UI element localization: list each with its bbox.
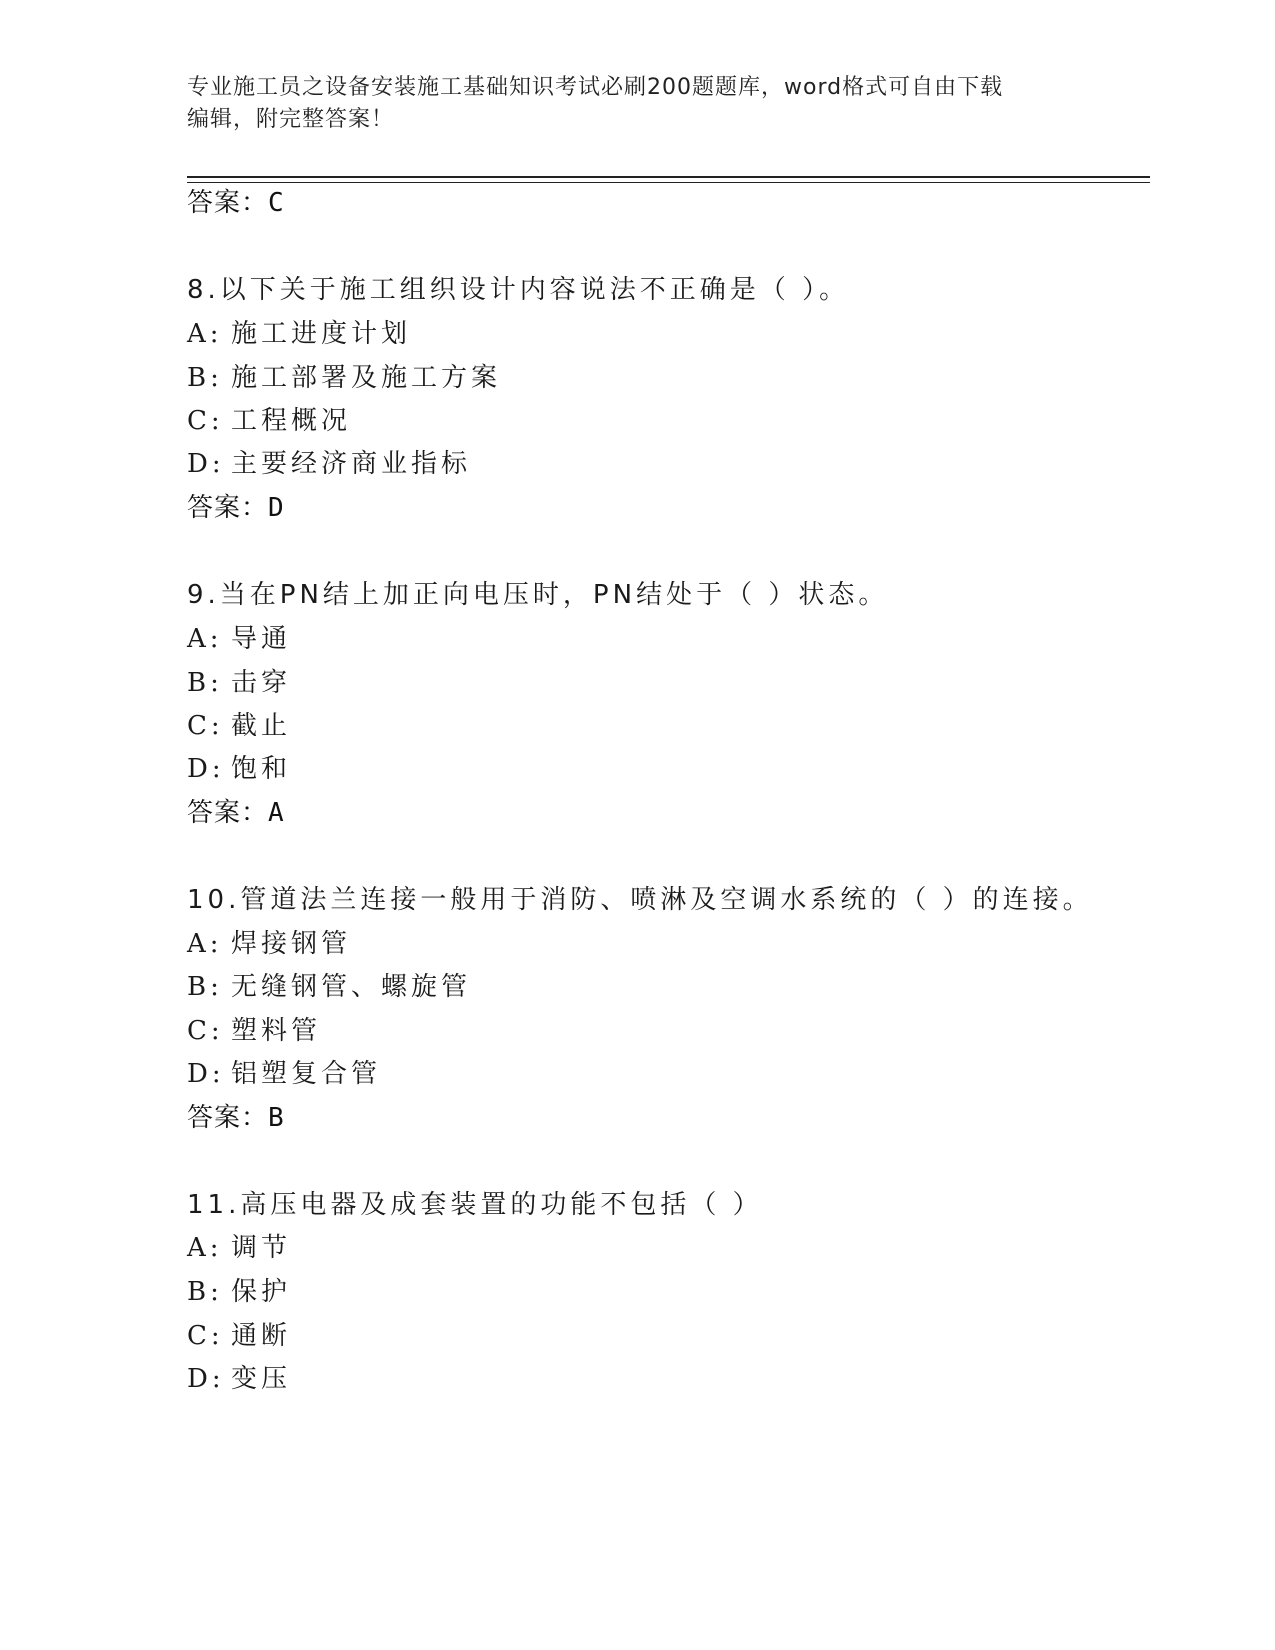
option-letter: B: — [187, 1277, 223, 1307]
option-letter: D: — [187, 1059, 225, 1089]
option-letter: B: — [187, 363, 223, 393]
option-11b — [187, 1275, 291, 1309]
option-letter: A: — [187, 929, 223, 959]
option-10c — [187, 1014, 321, 1048]
header-divider-thick — [187, 176, 1150, 178]
option-10b — [187, 970, 471, 1004]
option-text: 导通 — [231, 624, 292, 654]
option-8a — [187, 317, 411, 351]
option-letter: A: — [187, 624, 223, 654]
option-letter: C: — [187, 1321, 224, 1351]
option-11d — [187, 1362, 291, 1396]
option-text: 主要经济商业指标 — [231, 449, 472, 479]
option-9b — [187, 666, 291, 700]
option-letter: A: — [187, 1233, 223, 1263]
option-10a — [187, 927, 351, 961]
option-letter: B: — [187, 668, 223, 698]
option-text: 击穿 — [231, 668, 292, 698]
answer-value: D — [268, 493, 285, 523]
answer-label: 答案： — [187, 798, 269, 828]
option-text: 施工进度计划 — [231, 319, 412, 349]
option-text: 截止 — [231, 711, 292, 741]
option-text: 施工部署及施工方案 — [231, 363, 502, 393]
answer-label: 答案： — [187, 493, 269, 523]
answer-line-q8 — [187, 491, 285, 525]
option-text: 无缝钢管、螺旋管 — [231, 972, 472, 1002]
header-divider-thin — [187, 182, 1150, 183]
question-stem-10: 10.管道法兰连接一般用于消防、喷淋及空调水系统的（ ）的连接。 — [187, 885, 1093, 915]
option-text: 塑料管 — [231, 1016, 322, 1046]
answer-value: B — [268, 1103, 285, 1133]
question-stem-11: 11.高压电器及成套装置的功能不包括（ ） — [187, 1190, 763, 1220]
option-letter: D: — [187, 1364, 225, 1394]
option-11c — [187, 1319, 291, 1353]
option-letter: C: — [187, 406, 224, 436]
answer-label: 答案： — [187, 1103, 269, 1133]
answer-label: 答案： — [187, 188, 269, 218]
question-stem-8: 8.以下关于施工组织设计内容说法不正确是（ ）。 — [187, 275, 850, 305]
option-text: 调节 — [231, 1233, 292, 1263]
header-line-1: 专业施工员之设备安装施工基础知识考试必刷200题题库，word格式可自由下载 — [187, 75, 1004, 100]
option-8d — [187, 447, 471, 481]
option-10d — [187, 1057, 381, 1091]
answer-line-q7 — [187, 186, 285, 220]
option-text: 饱和 — [231, 754, 292, 784]
option-8b — [187, 361, 501, 395]
option-letter: D: — [187, 449, 225, 479]
option-9d — [187, 752, 291, 786]
answer-line-q9 — [187, 796, 285, 830]
option-text: 焊接钢管 — [231, 929, 352, 959]
option-8c — [187, 404, 351, 438]
option-11a — [187, 1231, 291, 1265]
option-text: 工程概况 — [231, 406, 352, 436]
answer-value: C — [268, 188, 285, 218]
option-letter: A: — [187, 319, 223, 349]
header-line-2: 编辑，附完整答案！ — [187, 107, 395, 132]
option-letter: C: — [187, 1016, 224, 1046]
question-stem-9: 9.当在PN结上加正向电压时，PN结处于（ ）状态。 — [187, 580, 889, 610]
answer-line-q10 — [187, 1101, 285, 1135]
option-9c — [187, 709, 291, 743]
option-text: 通断 — [231, 1321, 292, 1351]
option-letter: C: — [187, 711, 224, 741]
option-text: 铝塑复合管 — [231, 1059, 382, 1089]
answer-value: A — [268, 798, 285, 828]
option-text: 保护 — [231, 1277, 292, 1307]
option-letter: B: — [187, 972, 223, 1002]
option-text: 变压 — [231, 1364, 292, 1394]
document-header — [187, 72, 1087, 136]
option-9a — [187, 622, 291, 656]
option-letter: D: — [187, 754, 225, 784]
